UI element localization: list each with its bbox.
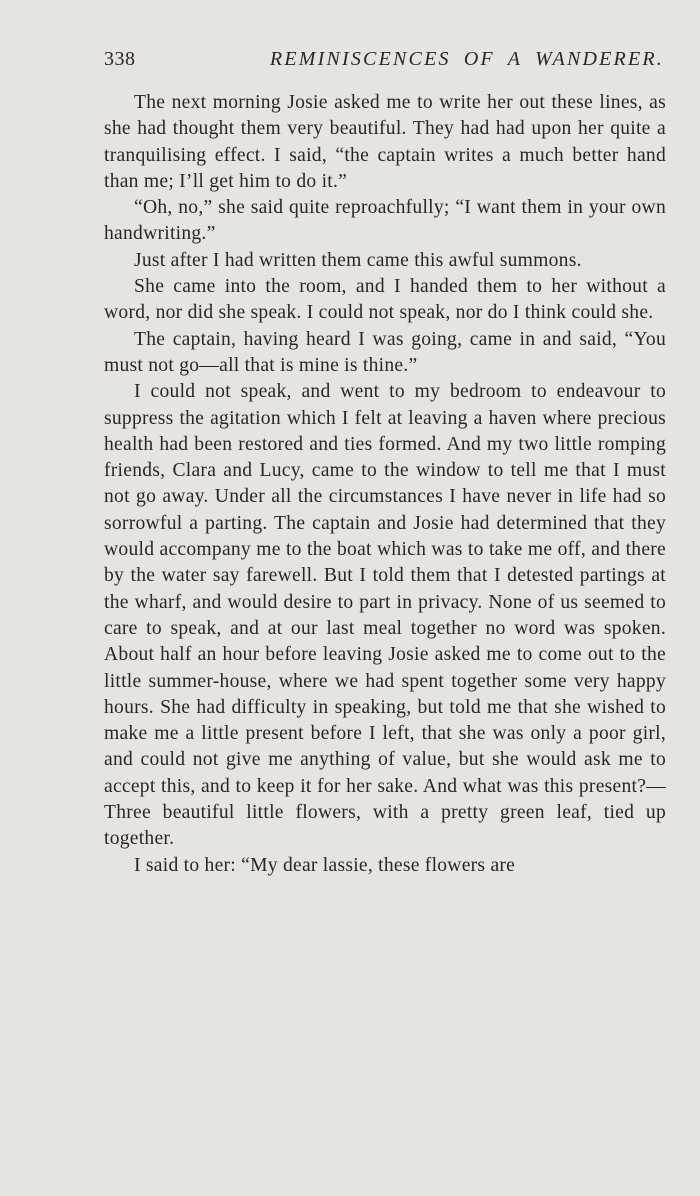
paragraph: “Oh, no,” she said quite reproachfully; “I want them in your own handwriting.” — [104, 197, 666, 245]
paragraph: The captain, having heard I was going, came in and said, “You must not go—all that is mine is thine.” — [104, 328, 666, 376]
running-title: REMINISCENCES OF A WANDERER. — [269, 48, 664, 70]
paragraph: The next morning Josie asked me to write her out these lines, as she had thought them very beautiful. They had had upon her quite a tranquilising effect. I said, “the captain writes a much better hand than me; I’ll get him to do it.” — [104, 92, 666, 192]
running-head — [104, 48, 664, 74]
paragraph: I could not speak, and went to my bedroom to endeavour to suppress the agitation which I felt at leaving a haven where precious health had been restored and ties formed. And my two little romping friends, Clara and Lucy, came to the window to tell me that I must not go away. Under all the circumstances I have never in life had so sorrowful a parting. The captain and Josie had determined that they would accompany me to the boat which was to take me off, and there by the water say farewell. But I told them that I detested partings at the wharf, and would desire to part in privacy. None of us seemed to care to speak, and at our last meal together no word was spoken. About half an hour before leaving Josie asked me to come out to the little summer-house, where we had spent together some very happy hours. She had difficulty in speaking, but told me that she wished to make me a little present before I left, that she was only a poor girl, and could not give me anything of value, but she would ask me to accept this, and to keep it for her sake. And what was this present?—Three beautiful little flowers, with a pretty green leaf, tied up together. — [104, 381, 666, 850]
paragraph: She came into the room, and I handed them to her without a word, nor did she speak. I could not speak, nor do I think could she. — [104, 276, 666, 324]
page-number: 338 — [104, 48, 136, 70]
paragraph: Just after I had written them came this awful summons. — [134, 249, 582, 271]
paragraph: I said to her: “My dear lassie, these flowers are — [134, 854, 516, 876]
body-text — [104, 90, 666, 879]
